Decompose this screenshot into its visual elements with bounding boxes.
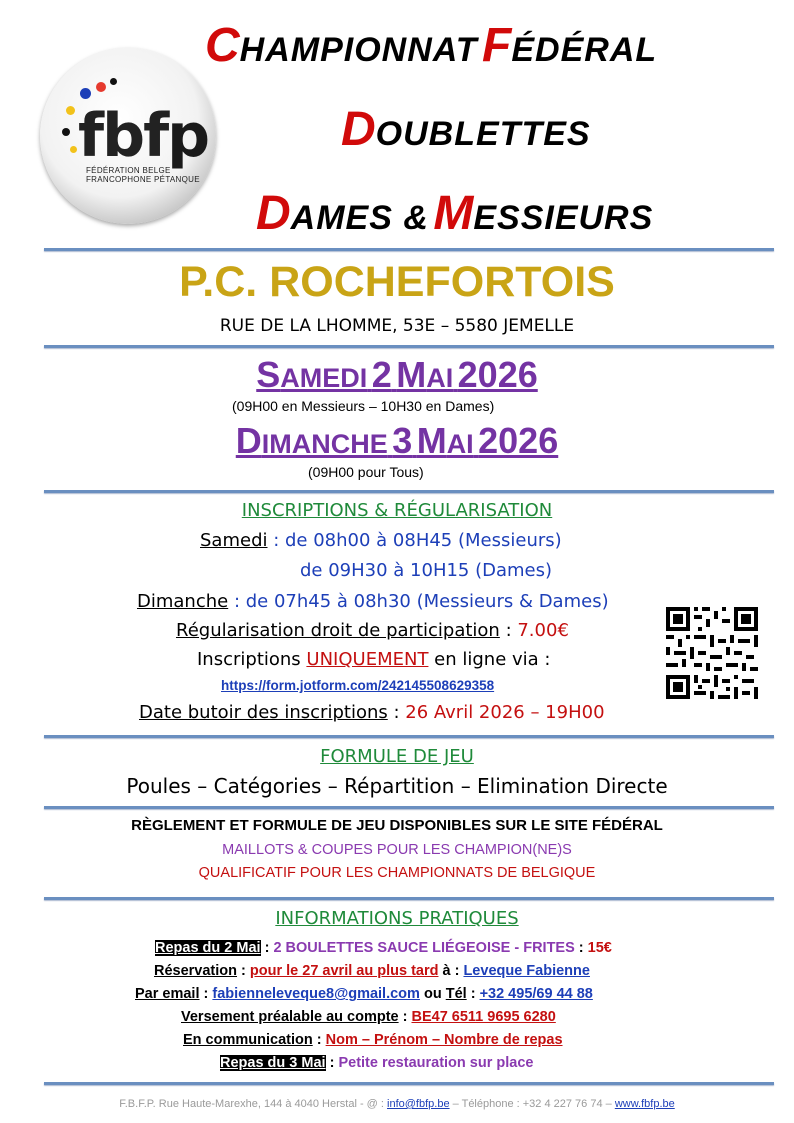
qr-code-icon — [664, 605, 760, 701]
fbfp-logo — [40, 48, 216, 224]
separator: à : — [438, 963, 464, 979]
date-capital: S — [256, 354, 281, 395]
meal-2-value: 2 BOULETTES SAUCE LIÉGEOISE - FRITES — [273, 940, 575, 956]
sunday-label: Dimanche — [137, 591, 229, 612]
title-line-3 — [256, 186, 653, 241]
separator: : — [387, 702, 406, 723]
title-capital: C — [205, 19, 240, 72]
date-text: AI — [426, 363, 454, 393]
email-label: Par email — [135, 986, 200, 1002]
meal-3-value: Petite restauration sur place — [338, 1055, 534, 1071]
sunday-times: (09H00 pour Tous) — [308, 464, 424, 480]
meal-2-label: Repas du 2 Mai — [155, 940, 261, 956]
date-year: 2026 — [478, 420, 559, 461]
sunday-date — [0, 420, 794, 462]
date-capital: M — [396, 354, 427, 395]
date-number: 3 — [392, 420, 413, 461]
registration-form-link[interactable]: https://form.jotform.com/242145508629358 — [221, 678, 495, 693]
notes-jerseys: MAILLOTS & COUPES POUR LES CHAMPION(NE)S — [222, 842, 572, 858]
footer — [0, 1098, 794, 1110]
practical-payment — [181, 1009, 556, 1025]
separator: : — [237, 963, 250, 979]
registration-heading: INSCRIPTIONS & RÉGULARISATION — [241, 500, 553, 521]
fee-label: Régularisation droit de participation — [176, 620, 500, 641]
title-text: ESSIEURS — [473, 199, 654, 237]
divider — [44, 248, 774, 251]
title-capital: F — [482, 19, 512, 72]
phone-value: +32 495/69 44 88 — [479, 986, 593, 1002]
date-text: AI — [446, 429, 474, 459]
divider — [44, 897, 774, 900]
separator: : — [325, 1055, 339, 1071]
title-line-1 — [205, 18, 657, 73]
title-line-2 — [341, 102, 591, 157]
saturday-date — [0, 354, 794, 396]
logo-letter: b — [102, 101, 144, 171]
title-capital: M — [433, 187, 474, 240]
footer-address: F.B.F.P. Rue Haute-Marexhe, 144 à 4040 Herstal - @ : — [119, 1098, 388, 1110]
logo-dot-icon — [96, 82, 106, 92]
saturday-times: (09H00 en Messieurs – 10H30 en Dames) — [232, 398, 495, 414]
online-text: en ligne via : — [428, 649, 551, 670]
club-address: RUE DE LA LHOMME, 53E – 5580 JEMELLE — [219, 316, 575, 336]
practical-meal-2 — [155, 940, 612, 956]
deadline-label: Date butoir des inscriptions — [139, 702, 388, 723]
separator: : — [499, 620, 518, 641]
fee-value: 7.00€ — [517, 620, 569, 641]
title-capital: D — [256, 187, 291, 240]
deadline-value: 26 Avril 2026 – 19H00 — [405, 702, 605, 723]
phone-label: Tél — [445, 986, 467, 1002]
practical-heading: INFORMATIONS PRATIQUES — [275, 908, 519, 929]
logo-dot-icon — [80, 88, 91, 99]
online-emphasis: UNIQUEMENT — [306, 649, 429, 670]
logo-subtitle — [86, 166, 206, 184]
registration-fee — [176, 620, 569, 641]
separator: : — [466, 986, 480, 1002]
club-name: P.C. ROCHEFORTOIS — [179, 258, 615, 306]
registration-saturday-women: de 09H30 à 10H15 (Dames) — [300, 560, 553, 581]
logo-letter: f — [78, 101, 103, 171]
footer-website-link[interactable]: www.fbfp.be — [614, 1098, 675, 1110]
logo-dot-icon — [70, 146, 77, 153]
registration-online — [197, 649, 550, 670]
title-text: ÉDÉRAL — [511, 31, 658, 69]
separator: : — [312, 1032, 326, 1048]
online-text: Inscriptions — [197, 649, 307, 670]
logo-dot-icon — [110, 78, 117, 85]
date-text: AMEDI — [280, 363, 368, 393]
footer-email-link[interactable]: info@fbfp.be — [387, 1098, 450, 1110]
title-text: HAMPIONNAT — [239, 31, 478, 69]
registration-saturday — [200, 530, 562, 551]
practical-contact — [135, 986, 593, 1002]
title-text: OUBLETTES — [375, 115, 591, 153]
logo-subtitle-line: FÉDÉRATION BELGE — [86, 166, 171, 175]
sunday-times-registration: : de 07h45 à 08h30 (Messieurs & Dames) — [228, 591, 609, 612]
date-capital: M — [416, 420, 447, 461]
registration-sunday — [137, 591, 609, 612]
separator: : — [574, 940, 588, 956]
qr-code[interactable] — [664, 605, 760, 701]
reservation-label: Réservation — [154, 963, 238, 979]
format-line: Poules – Catégories – Répartition – Elimination Directe — [126, 774, 668, 798]
logo-subtitle-line: FRANCOPHONE PÉTANQUE — [86, 175, 200, 184]
communication-label: En communication — [183, 1032, 313, 1048]
divider — [44, 735, 774, 738]
title-text: AMES & — [290, 199, 429, 237]
divider — [44, 1082, 774, 1085]
format-heading: FORMULE DE JEU — [320, 746, 474, 767]
title-capital: D — [341, 103, 376, 156]
logo-letter: f — [143, 101, 168, 171]
payment-account: BE47 6511 9695 6280 — [411, 1009, 556, 1025]
practical-meal-3 — [220, 1055, 533, 1071]
separator: ou — [419, 986, 446, 1002]
saturday-men-times: : de 08h00 à 08H45 (Messieurs) — [267, 530, 562, 551]
payment-label: Versement préalable au compte — [181, 1009, 399, 1025]
logo-dot-icon — [66, 106, 75, 115]
practical-communication — [183, 1032, 563, 1048]
divider — [44, 490, 774, 493]
notes-rules: RÈGLEMENT ET FORMULE DE JEU DISPONIBLES SUR LE SITE FÉDÉRAL — [131, 817, 663, 834]
divider — [44, 806, 774, 809]
date-year: 2026 — [457, 354, 538, 395]
email-link[interactable]: fabienneleveque8@gmail.com — [212, 986, 420, 1002]
reservation-contact: Leveque Fabienne — [463, 963, 590, 979]
footer-phone: – Téléphone : +32 4 227 76 74 – — [449, 1098, 615, 1110]
date-capital: D — [235, 420, 262, 461]
separator: : — [199, 986, 213, 1002]
separator: : — [398, 1009, 412, 1025]
practical-reservation — [154, 963, 590, 979]
meal-2-price: 15€ — [587, 940, 612, 956]
logo-letter: p — [167, 101, 209, 171]
notes-qualifier: QUALIFICATIF POUR LES CHAMPIONNATS DE BELGIQUE — [198, 865, 596, 881]
communication-value: Nom – Prénom – Nombre de repas — [325, 1032, 563, 1048]
registration-deadline — [139, 702, 605, 723]
meal-3-label: Repas du 3 Mai — [220, 1055, 326, 1071]
reservation-deadline: pour le 27 avril au plus tard — [249, 963, 439, 979]
saturday-label: Samedi — [200, 530, 268, 551]
date-number: 2 — [371, 354, 392, 395]
logo-dot-icon — [62, 128, 70, 136]
date-text: IMANCHE — [261, 429, 388, 459]
separator: : — [260, 940, 274, 956]
divider — [44, 345, 774, 348]
